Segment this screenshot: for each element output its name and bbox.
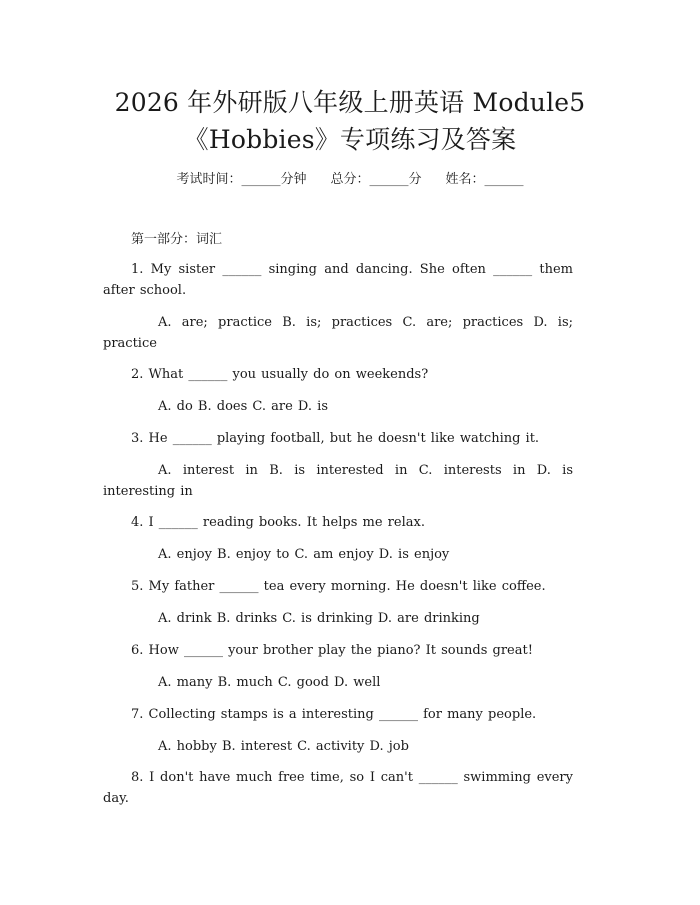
section-title: 第一部分：词汇 [131,232,223,247]
question-2-options: A. do B. does C. are D. is [158,399,328,414]
title-line-1: 2026 年外研版八年级上册英语 Module5 [114,88,586,117]
student-name: 姓名：______ [445,172,524,187]
question-8: 8. I don't have much free time, so I can't ______ swimming every day. [103,770,573,806]
question-1-options: A. are; practice B. is; practices C. are; practices D. is; practice [103,315,573,351]
question-6-options: A. many B. much C. good D. well [158,675,381,690]
question-1: 1. My sister ______ singing and dancing. She often ______ them after school. [103,262,573,298]
exam-meta [0,168,700,187]
question-4: 4. I ______ reading books. It helps me relax. [131,515,425,530]
question-7: 7. Collecting stamps is a interesting ______ for many people. [131,707,537,722]
question-3-options: A. interest in B. is interested in C. interests in D. is interesting in [103,463,573,499]
question-4-options: A. enjoy B. enjoy to C. am enjoy D. is enjoy [158,547,450,562]
question-5: 5. My father ______ tea every morning. He doesn't like coffee. [131,579,546,594]
question-6: 6. How ______ your brother play the piano? It sounds great! [131,643,533,658]
exam-time: 考试时间：______分钟 [176,172,307,187]
exam-score: 总分：______分 [330,172,422,187]
question-3: 3. He ______ playing football, but he doesn't like watching it. [131,431,540,446]
question-5-options: A. drink B. drinks C. is drinking D. are drinking [158,611,480,626]
document-title [60,84,640,158]
question-2: 2. What ______ you usually do on weekends? [131,367,429,382]
question-7-options: A. hobby B. interest C. activity D. job [158,739,409,754]
title-line-2: 《Hobbies》专项练习及答案 [183,125,517,154]
